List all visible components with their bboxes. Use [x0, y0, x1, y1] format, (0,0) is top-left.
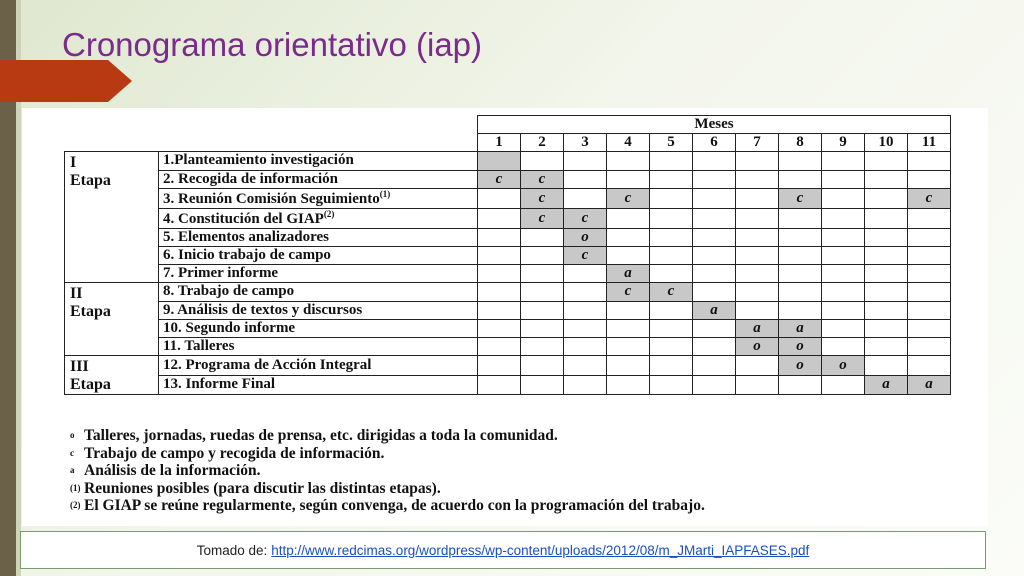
schedule-cell: c	[521, 170, 564, 188]
schedule-cell	[607, 152, 650, 170]
month-header: 8	[779, 134, 822, 152]
schedule-cell	[650, 208, 693, 228]
schedule-cell	[736, 228, 779, 246]
schedule-cell: c	[478, 170, 521, 188]
schedule-cell	[564, 356, 607, 376]
header-row-meses	[65, 116, 951, 134]
schedule-cell	[693, 152, 736, 170]
schedule-cell	[607, 319, 650, 337]
schedule-cell	[478, 283, 521, 301]
schedule-cell	[822, 152, 865, 170]
legend-note	[70, 427, 705, 445]
schedule-cell	[865, 152, 908, 170]
legend-note-text: Trabajo de campo y recogida de información.	[84, 444, 385, 462]
schedule-cell	[650, 301, 693, 319]
table-row	[65, 152, 951, 170]
schedule-cell	[607, 356, 650, 376]
legend-note-key: (1)	[70, 482, 81, 493]
schedule-cell	[736, 356, 779, 376]
schedule-cell	[650, 228, 693, 246]
schedule-cell	[693, 375, 736, 395]
schedule-cell	[822, 228, 865, 246]
schedule-cell: c	[779, 188, 822, 208]
schedule-cell: o	[779, 337, 822, 355]
schedule-cell	[564, 188, 607, 208]
month-header: 3	[564, 134, 607, 152]
activity-label	[159, 246, 478, 264]
activity-label	[159, 188, 478, 208]
schedule-cell	[521, 319, 564, 337]
schedule-cell	[478, 208, 521, 228]
schedule-cell	[779, 246, 822, 264]
schedule-cell	[779, 228, 822, 246]
schedule-cell	[908, 246, 951, 264]
activity-label	[159, 208, 478, 228]
schedule-cell	[607, 337, 650, 355]
schedule-cell	[693, 356, 736, 376]
schedule-cell	[607, 208, 650, 228]
activity-text: 6. Inicio trabajo de campo	[163, 247, 331, 264]
activity-text: 3. Reunión Comisión Seguimiento	[163, 190, 380, 207]
legend-note-key: a	[70, 465, 75, 475]
schedule-cell	[478, 356, 521, 376]
schedule-cell	[650, 356, 693, 376]
month-header: 11	[908, 134, 951, 152]
source-label: Tomado de:	[196, 542, 268, 558]
table-row	[65, 265, 951, 283]
activity-text: 4. Constitución del GIAP	[163, 210, 324, 227]
activity-label	[159, 170, 478, 188]
schedule-cell	[521, 265, 564, 283]
schedule-cell	[564, 375, 607, 395]
schedule-cell	[736, 375, 779, 395]
activity-label	[159, 375, 478, 395]
schedule-cell	[865, 170, 908, 188]
schedule-cell: o	[736, 337, 779, 355]
schedule-cell	[822, 375, 865, 395]
schedule-cell	[564, 283, 607, 301]
schedule-cell	[693, 265, 736, 283]
schedule-cell	[865, 356, 908, 376]
activity-label	[159, 228, 478, 246]
schedule-cell	[822, 319, 865, 337]
schedule-cell	[693, 246, 736, 264]
schedule-cell	[478, 228, 521, 246]
table-row	[65, 246, 951, 264]
legend-note-key: o	[70, 430, 75, 440]
schedule-cell	[865, 301, 908, 319]
legend-note	[70, 497, 705, 515]
schedule-cell	[779, 265, 822, 283]
schedule-cell	[693, 208, 736, 228]
activity-footnote-ref: (2)	[323, 208, 335, 219]
activity-label	[159, 356, 478, 376]
month-header: 6	[693, 134, 736, 152]
schedule-cell	[650, 375, 693, 395]
schedule-cell	[822, 246, 865, 264]
legend-note-text: Análisis de la información.	[84, 462, 261, 479]
schedule-cell	[736, 208, 779, 228]
schedule-cell	[693, 319, 736, 337]
schedule-cell: a	[779, 319, 822, 337]
schedule-cell	[908, 301, 951, 319]
schedule-cell	[822, 265, 865, 283]
schedule-cell	[607, 246, 650, 264]
legend-note-key: (2)	[70, 500, 81, 510]
schedule-cell	[822, 337, 865, 355]
legend-notes	[70, 427, 705, 515]
schedule-cell	[650, 319, 693, 337]
schedule-cell	[736, 188, 779, 208]
schedule-cell	[736, 170, 779, 188]
legend-note	[70, 445, 705, 463]
schedule-cell	[822, 188, 865, 208]
schedule-cell	[478, 188, 521, 208]
schedule-cell	[478, 301, 521, 319]
month-header: 1	[478, 134, 521, 152]
schedule-cell	[779, 283, 822, 301]
month-header: 4	[607, 134, 650, 152]
activity-text: 5. Elementos analizadores	[163, 228, 329, 245]
activity-text: 8. Trabajo de campo	[163, 283, 295, 300]
activity-text: 10. Segundo informe	[163, 319, 296, 336]
legend-note	[70, 462, 705, 480]
schedule-cell	[650, 170, 693, 188]
schedule-cell	[779, 301, 822, 319]
table-row	[65, 375, 951, 395]
schedule-cell: a	[908, 375, 951, 395]
schedule-cell	[822, 170, 865, 188]
activity-text: 7. Primer informe	[163, 265, 279, 282]
schedule-cell: c	[607, 188, 650, 208]
schedule-cell: o	[564, 228, 607, 246]
table-row	[65, 301, 951, 319]
activity-label	[159, 152, 478, 170]
schedule-cell	[736, 283, 779, 301]
schedule-cell	[865, 337, 908, 355]
schedule-cell	[779, 152, 822, 170]
schedule-cell	[607, 228, 650, 246]
activity-label	[159, 265, 478, 283]
schedule-cell	[564, 265, 607, 283]
schedule-cell	[478, 319, 521, 337]
schedule-cell	[693, 283, 736, 301]
legend-note-text: Talleres, jornadas, ruedas de prensa, etc. dirigidas a toda la comunidad.	[84, 427, 558, 444]
legend-note-text: Reuniones posibles (para discutir las distintas etapas).	[84, 479, 441, 497]
schedule-cell	[693, 337, 736, 355]
schedule-cell	[693, 228, 736, 246]
schedule-cell	[908, 283, 951, 301]
schedule-table	[64, 115, 951, 395]
schedule-cell	[865, 246, 908, 264]
activity-footnote-ref: (1)	[379, 188, 391, 199]
schedule-cell	[521, 228, 564, 246]
schedule-cell	[822, 301, 865, 319]
schedule-cell	[736, 152, 779, 170]
schedule-cell: o	[779, 356, 822, 376]
month-header: 5	[650, 134, 693, 152]
schedule-cell	[478, 375, 521, 395]
schedule-cell	[736, 301, 779, 319]
table-row	[65, 283, 951, 301]
schedule-cell	[865, 319, 908, 337]
schedule-cell	[607, 170, 650, 188]
schedule-cell: c	[564, 246, 607, 264]
schedule-cell	[521, 375, 564, 395]
schedule-cell	[650, 265, 693, 283]
meses-header: Meses	[478, 116, 951, 134]
schedule-cell	[908, 170, 951, 188]
table-row	[65, 356, 951, 376]
schedule-cell	[650, 152, 693, 170]
month-header: 7	[736, 134, 779, 152]
schedule-cell	[521, 246, 564, 264]
schedule-cell	[478, 337, 521, 355]
schedule-cell	[736, 265, 779, 283]
schedule-cell	[908, 208, 951, 228]
schedule-cell	[478, 246, 521, 264]
schedule-cell	[822, 208, 865, 228]
schedule-cell	[693, 188, 736, 208]
schedule-cell	[521, 356, 564, 376]
table-row	[65, 319, 951, 337]
schedule-cell	[779, 170, 822, 188]
stage-label: I Etapa	[65, 152, 159, 283]
legend-note	[70, 480, 705, 498]
schedule-cell	[564, 152, 607, 170]
schedule-cell	[908, 228, 951, 246]
schedule-cell	[650, 337, 693, 355]
schedule-cell: c	[908, 188, 951, 208]
schedule-cell	[908, 265, 951, 283]
schedule-cell: c	[521, 208, 564, 228]
schedule-cell	[564, 337, 607, 355]
schedule-cell	[607, 301, 650, 319]
source-link[interactable]: http://www.redcimas.org/wordpress/wp-content/uploads/2012/08/m_JMarti_IAPFASES.pdf	[271, 542, 810, 558]
schedule-cell	[865, 228, 908, 246]
schedule-cell	[564, 170, 607, 188]
schedule-cell: a	[865, 375, 908, 395]
activity-text: 9. Análisis de textos y discursos	[163, 301, 363, 318]
activity-text: 12. Programa de Acción Integral	[163, 356, 372, 373]
schedule-cell	[693, 170, 736, 188]
schedule-cell	[908, 337, 951, 355]
legend-note-key: c	[70, 447, 74, 458]
schedule-cell	[564, 319, 607, 337]
schedule-cell	[521, 301, 564, 319]
stage-label: II Etapa	[65, 283, 159, 356]
schedule-cell: c	[521, 188, 564, 208]
table-row	[65, 337, 951, 355]
stage-label: III Etapa	[65, 356, 159, 395]
schedule-cell	[521, 283, 564, 301]
schedule-cell	[478, 152, 521, 170]
schedule-cell	[521, 152, 564, 170]
header-blank	[65, 116, 478, 152]
activity-text: 11. Talleres	[163, 337, 235, 354]
activity-label	[159, 283, 478, 301]
schedule-cell	[908, 152, 951, 170]
source-citation	[20, 531, 986, 569]
title-accent-arrow	[0, 60, 132, 102]
schedule-cell	[779, 208, 822, 228]
table-row	[65, 228, 951, 246]
activity-text: 13. Informe Final	[163, 376, 276, 393]
activity-label	[159, 337, 478, 355]
schedule-cell: o	[822, 356, 865, 376]
schedule-cell: a	[736, 319, 779, 337]
activity-label	[159, 301, 478, 319]
schedule-cell	[564, 301, 607, 319]
schedule-cell: c	[607, 283, 650, 301]
schedule-cell	[736, 246, 779, 264]
schedule-cell: c	[650, 283, 693, 301]
schedule-cell	[822, 283, 865, 301]
month-header: 2	[521, 134, 564, 152]
schedule-cell	[650, 188, 693, 208]
activity-label	[159, 319, 478, 337]
schedule-cell	[865, 208, 908, 228]
schedule-cell	[607, 375, 650, 395]
schedule-cell	[650, 246, 693, 264]
table-row	[65, 170, 951, 188]
schedule-cell	[779, 375, 822, 395]
schedule-cell	[865, 188, 908, 208]
schedule-cell	[908, 319, 951, 337]
legend-note-text: El GIAP se reúne regularmente, según convenga, de acuerdo con la programación del trabajo.	[84, 497, 705, 514]
schedule-cell	[865, 283, 908, 301]
activity-text: 1.Planteamiento investigación	[163, 152, 354, 169]
activity-text: 2. Recogida de información	[163, 170, 338, 187]
schedule-cell	[478, 265, 521, 283]
table-row	[65, 188, 951, 208]
table-row	[65, 208, 951, 228]
schedule-cell	[865, 265, 908, 283]
schedule-cell	[908, 356, 951, 376]
schedule-cell: c	[564, 208, 607, 228]
month-header: 9	[822, 134, 865, 152]
schedule-cell: a	[607, 265, 650, 283]
schedule-cell	[521, 337, 564, 355]
slide-title: Cronograma orientativo (iap)	[62, 26, 483, 63]
schedule-cell: a	[693, 301, 736, 319]
month-header: 10	[865, 134, 908, 152]
